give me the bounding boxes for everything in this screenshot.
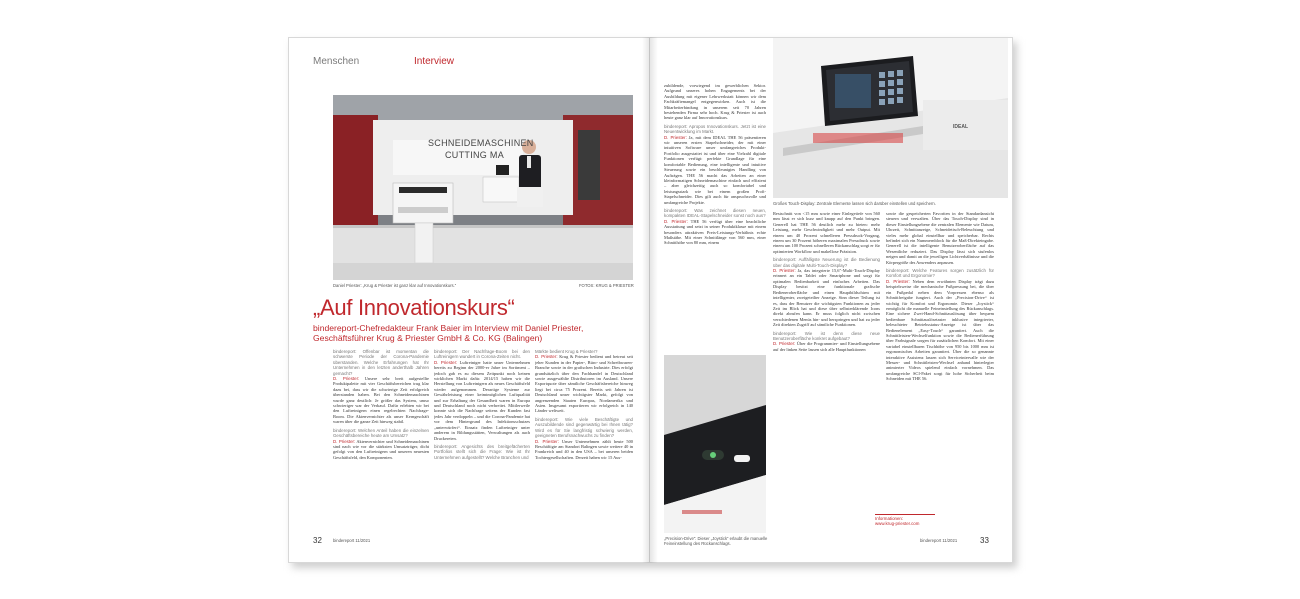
answer-text: Ja, mit dem IDEAL THE 56 präsentieren wir unseren ersten Stapelschneider, der mit einer intuitiven Software unser umfangreiches Produkt-Portfolio ausgestattet ist und über eine Vielzahl digitale Funktionen verfügt: perfekte Grundlage für eine komfortable Bedienung, eine intelligente und intuitive Steuerung sowie ein beschleunigtes Handling von Aufträgen. THE 56 macht das Arbeiten an einer kleinformatigen Schneidemaschine einfach und effizient – aber gleichzeitig auch so komfortabel und leistungsstark wie bei einem großen Profi-Stapelschneider. Dies gilt auch für anspruchsvolle und umfangreiche Projekte.: [664, 134, 766, 205]
magazine-spread: [288, 37, 1013, 563]
right-column-2: [773, 211, 880, 551]
joystick-illustration: [664, 355, 766, 533]
question: bindereport: Angesichts des breitgefächerten Portfolios stellt sich die Frage: Wie ist Ihr Unternehmen aufgestellt? Welche Branchen und: [434, 443, 530, 460]
main-photo: [333, 95, 633, 280]
showroom-illustration: [333, 95, 633, 280]
answer-name: D. Priester:: [535, 438, 559, 444]
body-text: Restschnitt von <15 mm sowie einer Einlegetiefe von 560 mm lässt er sich kurz und knapp auf den Punkt bringen. Generell hat THE 56 deutlich mehr zu bieten: mehr Leistung, mehr Geschwindigkeit und mehr Output. Mit einem um 40 Prozent schnelleren Pressdruck-Vorgang, einem um 30 Prozent höheren maximalen Pressdruck sowie einem um 100 Prozent schnelleren Rückanschlag sorgt er für optimierten Workflow und makellose Präzision.: [773, 211, 880, 254]
contact-divider: [875, 514, 935, 515]
section-label: Menschen: [313, 56, 360, 67]
answer-name: D. Priester:: [535, 354, 558, 360]
photo-credit: FOTOS: KRUG & PRIESTER: [579, 283, 634, 288]
page-number: 32: [313, 536, 322, 545]
left-page: [288, 37, 650, 563]
answer-text: Unsere sehr breit aufgestellte Produktpalette mit vier Geschäftsbereichen trug klar dazu bei, dass wir die schwierige Zeit erfolgreich überstanden haben. Bei den Schneidemaschinen wurde ganz deutlich: Je größer das System, umso schwieriger war der Verkauf. Dafür erlebten wir bei den Luftreinigern einen regelrechten Nachfrage-Boom. Die Aktenvernichter als unser Kerngeschäft waren über die ganze Zeit hinweg stabil.: [333, 376, 429, 425]
right-page: [650, 37, 1013, 563]
question: bindereport: Offenbar ist momentan die schwerste Periode der Corona-Pandemie überstanden. Welche Erfahrungen hat Ihr Unternehmen in den letzten anderthalb Jahren gemacht?: [333, 349, 429, 376]
question: bindereport: Welche Features sorgen zusätzlich für Komfort und Ergonomie?: [886, 268, 994, 279]
answer-text: THE 56 verfügt über eine beachtliche Ausstattung und setzt in seiner Produktklasse mit einem besonders attraktiven Preis-Leistungs-Verhältnis echte Maßstäbe. Mit einer Schnittlänge von 560 mm, einer Schnitthöhe von 80 mm, einem: [664, 218, 766, 246]
question: bindereport: Wie ist denn diese neue Benutzeroberfläche konkret aufgebaut?: [773, 330, 880, 341]
contact-info: [875, 516, 919, 527]
cutter-touch-display-illustration: [773, 38, 1008, 198]
answer-name: D. Priester:: [773, 268, 796, 274]
body-text: zubildende, vorwiegend im gewerblichen Sektor. Aufgrund unseres hohen Engagements bei der Ausbildung mit eigener Lehrwerkstatt können wir dem Fachkräftemangel entgegenwirken. Auch ist die Mitarbeiterbindung in unserem seit 70 Jahren bestehenden Firma sehr hoch. Krug & Priester ist auch heute ganz klar auf Innovationskurs.: [664, 83, 766, 121]
answer-name: D. Priester:: [333, 438, 356, 444]
left-column-2: [434, 349, 530, 537]
sign-line-1: SCHNEIDEMASCHINEN: [428, 138, 534, 148]
right-column-1: [664, 83, 766, 353]
left-column-1: [333, 349, 429, 537]
device-photo: [773, 38, 1008, 198]
precision-drive-photo: [664, 355, 766, 533]
answer-name: D. Priester:: [664, 134, 687, 140]
body-text: sowie die gespeicherten Favoriten in der Standardansicht steuern und verwalten. Über das Touch-Display sind in dieser Einstellungsebene die zentralen Elemente wie Datum, Uhrzeit, Schnittanzeige, Schneidetisch-Beleuchtung und vieles mehr global einstellbar und speicherbar. Rechts befindet sich ein Nummernblock für die Maß-Direkteingabe. Generell ist die intelligente Benutzeroberfläche auf das Wesentliche reduziert. Das Display lässt sich stufenlos neigen und damit an die jeweiligen Lichtverhältnisse und die Körpergröße des Anwenders anpassen.: [886, 211, 994, 265]
question: bindereport: Apropos Innovationskurs. Jetzt ist eine Neuentwicklung im Markt.: [664, 123, 766, 135]
answer-text: Krug & Priester bedient und betreut seit jeher Kunden in der Papier-, Büro- und Schreibwaren-Branche sowie in der grafischen Industrie. Dies erfolgt grundsätzlich über den Fachhandel in Deutschland sowie ausgewählte Distributoren im Ausland. Unsere Exportquote über sämtliche Geschäftsbereiche hinweg liegt bei circa 75 Prozent. Bereits seit Jahren ist Deutschland unser wichtigster Markt, gefolgt von angrenzenden Staaten Europas, Nordamerika und Asien. Insgesamt exportieren wir erfolgreich in 140 Länder weltweit.: [535, 354, 633, 414]
issue-title: bindereport 11/2021: [920, 538, 958, 543]
answer-name: D. Priester:: [434, 359, 458, 365]
left-column-3: [535, 349, 633, 537]
category-label: Interview: [414, 56, 455, 67]
right-column-3: [886, 211, 994, 511]
answer-text: Neben dem erwähnten Display trägt dazu beispielsweise die mechanische Fußpressung bei, die über ein Fußpedal neben dem Vorpressen ebenso als Schnittfreigabe fungiert. Auch der „Precision-Drive“ ist wichtig für Komfort und Ergonomie. Dieser „Joystick“ ermöglicht die manuelle Feineinstellung des Rückanschlags. Eine sichere Zwei-Hand-Schnittauslösung über bequem bedienbare Schnittauslösetaster inklusive integrierter, beleuchteter Betriebsstatus-Anzeige ist über das Bedienelement „Easy-Touch“ garantiert. Auch die Schnittleisten-Wechselfunktion sowie die Bedienerführung über Farbsignale sorgen für zusätzlichen Komfort. Mit einer variabel einstellbaren Tischhöhe von 950 bis 1000 mm ist ergonomisches Arbeiten garantiert. Über die so genannte interaktive Assistenz lassen sich Serviceintervalle wie der Messer- und Schnittleisten-Wechsel anhand hinterlegter animierter Videos spielend einfach vornehmen. Das umfangreiche SCI-Paket sorgt für hohe Sicherheit beim Schneiden mit THE 56.: [886, 278, 994, 382]
brand-label: IDEAL: [953, 124, 968, 130]
answer-text: Aktenvernichter und Schneidemaschinen sind nach wie vor die stärksten Umsatzträger, dicht gefolgt von den Luftreinigern und unseren neuesten Geschäftsfeld, den Komponenten.: [333, 438, 429, 460]
headline: „Auf Innovationskurs“: [313, 295, 515, 320]
answer-text: Luftreiniger hatte unser Unternehmen bereits zu Beginn der 2000-er Jahre im Sortiment – jedoch gab es zu diesem Zeitpunkt noch keinen wirklichen Markt dafür. 2014/15 haben wir die Herstellung von Luftreinigern als neues Geschäftsfeld wieder aufgenommen. Derartige Systeme zur Gewährleistung einer keimtmöglichen Luftqualität und zur Erhaltung der Gesundheit waren in Europa und Deutschland noch nicht verbreitet. Mittlerweile konnte sich die Nachfrage seitens der Kunden fast jedes Jahr verdoppeln – und die Corona-Pandemie hat vor dem Hintergrund des Infektionsschutzes „unterwürfert“. Einsatz finden Luftreiniger unter anderem in Bildungsstätten, Verwaltungen als auch Druckereien.: [434, 359, 530, 441]
photo-caption: Daniel Priester: „Krug & Priester ist ganz klar auf Innovationskurs.“: [333, 283, 457, 288]
page-number: 33: [980, 536, 989, 545]
answer-text: Ja, das integrierte 15,6"-Multi-Touch-Display erinnert an ein Tablet oder Smartphone und sorgt für optimalen Bedienbarkeit und einfaches Arbeiten. Das Display besitzt eine funktionale grafische Bedieneroberfläche und einen Hauptbildschirm mit intelligenter, zweigeteilter Anzeige. Sinn dieser Teilung ist es, dass der Benutzer die wichtigsten Funktionen zu jeder Zeit im Blick hat und diese über selbsterklärende Icons direkt abrufen kann. Er muss folglich nicht zwischen verschiedenen Menüs hin- und herspringen und hat zu jeder Zeit direkten Zugriff auf sämtliche Funktionen.: [773, 268, 880, 328]
deck-subtitle: bindereport-Chefredakteur Frank Baier im Interview mit Daniel Priester, Geschäftsführer Krug & Priester GmbH & Co. KG (Balingen): [313, 323, 584, 343]
question: bindereport: Was zeichnet diesen neuen, kompakten IDEAL-Stapelschneider sonst noch aus?: [664, 207, 766, 219]
question: bindereport: Auffälligste Neuerung ist die Bedienung über das digitale Multi-Touch-Display?: [773, 257, 880, 268]
answer-text: Über die Programmier- und Einstellungsebene auf der linken Seite lassen sich alle Hauptfunktionen: [773, 341, 880, 352]
question: bindereport: Welchen Anteil haben die einzelnen Geschäftsbereiche heute am Umsatz?: [333, 427, 429, 439]
answer-name: D. Priester:: [333, 376, 360, 382]
issue-title: bindereport 11/2021: [333, 538, 371, 543]
question: bindereport: Der Nachfrage-Boom bei den Luftreinigern wundert in Corona-Zeiten nicht.: [434, 349, 530, 360]
contact-link[interactable]: www.krug-priester.com: [875, 521, 920, 527]
question: Märkte bedient Krug & Priester?: [535, 349, 598, 354]
answer-name: D. Priester:: [664, 218, 688, 224]
contact-label: Informationen:: [875, 516, 904, 521]
detail-caption: „Precision-Drive“: Dieser „Joystick“ erlaubt die manuelle Feineinstellung des Rückanschlags.: [664, 536, 768, 546]
sign-line-2: CUTTING MA: [445, 150, 504, 160]
answer-name: D. Priester:: [886, 278, 910, 284]
answer-name: D. Priester:: [773, 341, 796, 347]
answer-text: Unser Unternehmen zählt heute 500 Beschäftigte am Standort Balingen sowie weitere 40 in Frankreich und 40 in den USA – bei unseren beiden Tochtergesellschaften. Derzeit haben wir 15 Aus-: [535, 438, 633, 460]
question: bindereport: Wie viele Beschäftigte und Auszubildende sind gegenwärtig bei Ihnen tätig? Wird es für Sie langfristig schwierig werden, geeigneten Berufsnachwuchs zu finden?: [535, 416, 633, 439]
device-caption: Großes Touch-Display: Zentrale Elemente lassen sich darüber einstellen und speichern.: [773, 201, 936, 206]
